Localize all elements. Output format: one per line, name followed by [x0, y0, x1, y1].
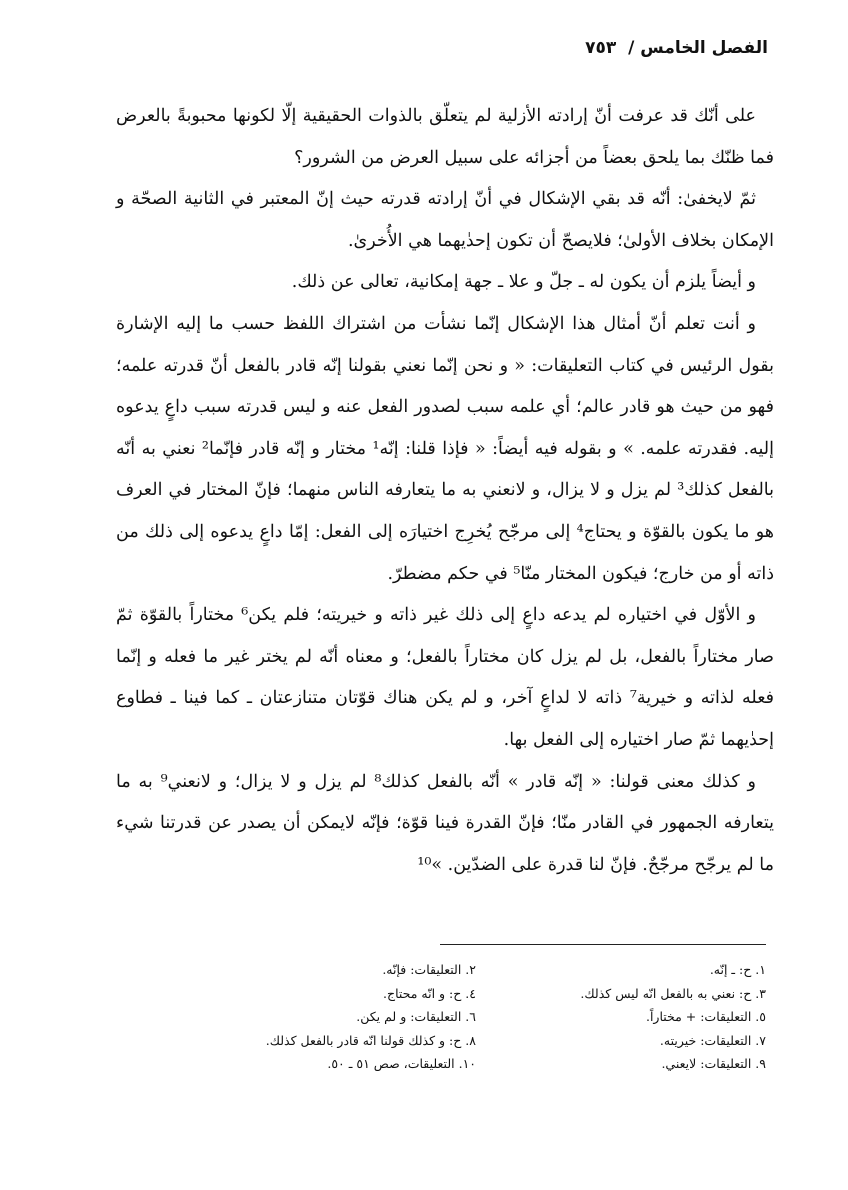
footnote: ٢. التعليقات: فإنّه.	[382, 962, 476, 977]
paragraph: و أنت تعلم أنّ أمثال هذا الإشكال إنّما نشأت من اشتراك اللفظ حسب ما إليه الإشارة بقول الرئيس في كتاب التعليقات: « و نحن إنّما نعني بقولنا إنّه قادر بالفعل أنّ قدرته علمه؛ فهو من حيث هو قادر عالم؛ أي علمه سبب لصدور الفعل عنه و ليس قدرته سبب داعٍ يدعوه إليه. فقدرته علمه. » و بقوله فيه أيضاً: « فإذا قلنا: إنّه¹ مختار و إنّه قادر فإنّما² نعني به أنّه بالفعل كذلك³ لم يزل و لا يزال، و لانعني به ما يتعارفه الناس منهما؛ فإنّ المختار في العرف هو ما يكون بالقوّة و يحتاج⁴ إلى مرجّح يُخرِج اختيارَه إلى الفعل: إمّا داعٍ يدعوه إلى ذلك من ذاته أو من خارج؛ فيكون المختار منّا⁵ في حكم مضطرّ.	[116, 313, 774, 584]
paragraph: و كذلك معنى قولنا: « إنّه قادر » أنّه بالفعل كذلك⁸ لم يزل و لا يزال؛ و لانعني⁹ به ما يتعارفه الجمهور في القادر منّا؛ فإنّ القدرة فينا قوّة؛ فإنّه لايمكن أن يصدر عن قدرتنا شيء ما لم يرجّح مرجّحٌ. فإنّ لنا قدرة على الضدّين. »¹⁰	[116, 771, 774, 875]
footnote-separator	[440, 944, 766, 945]
chapter-title: الفصل الخامس /	[628, 38, 768, 58]
footnotes	[196, 958, 766, 1076]
footnote: ٥. التعليقات: + مختاراً.	[645, 1009, 766, 1024]
footnote: ٣. ح: نعني به بالفعل انّه ليس كذلك.	[580, 985, 766, 1001]
footnote: ١٠. التعليقات، صص ٥١ ـ ٥٠.	[327, 1056, 476, 1071]
footnote: ٤. ح: و انّه محتاج.	[383, 985, 476, 1001]
paragraph: ثمّ لايخفىٰ: أنّه قد بقي الإشكال في أنّ إرادته قدرته حيث إنّ المعتبر في الثانية الصحّة و الإمكان بخلاف الأولىٰ؛ فلايصحّ أن تكون إحدٰيهما هي الأُخرىٰ.	[116, 189, 774, 251]
footnote: ٨. ح: و كذلك قولنا انّه قادر بالفعل كذلك.	[265, 1032, 476, 1048]
paragraph: على أنّك قد عرفت أنّ إرادته الأزلية لم يتعلّق بالذوات الحقيقية إلّا لكونها محبوبةً بالعرض فما ظنّك بما يلحق بعضاً من أجزائه على سبيل العرض من الشرور؟	[116, 106, 774, 168]
footnote: ١. ح: ـ إنّه.	[709, 962, 766, 977]
paragraph: و أيضاً يلزم أن يكون له ـ جلّ و علا ـ جهة إمكانية، تعالى عن ذلك.	[291, 272, 756, 293]
paragraph: و الأوّل في اختياره لم يدعه داعٍ إلى ذلك غير ذاته و خيريته؛ فلم يكن⁶ مختاراً بالقوّة ثمّ صار مختاراً بالفعل، بل لم يزل كان مختاراً بالفعل؛ و معناه أنّه لم يختر غير ما فعله و إنّما فعله لذاته و خيرية⁷ ذاته لا لداعٍ آخر، و لم يكن هناك قوّتان متنازعتان ـ كما فينا ـ فطاوع إحدٰيهما ثمّ صار اختياره إلى الفعل بها.	[116, 605, 775, 750]
body-text	[116, 96, 774, 886]
footnote: ٧. التعليقات: خيريته.	[659, 1032, 766, 1048]
page-number: ٧٥٣	[585, 38, 617, 58]
running-header	[585, 38, 768, 58]
footnote: ٦. التعليقات: و لم يكن.	[356, 1009, 476, 1024]
footnote: ٩. التعليقات: لايعني.	[661, 1056, 766, 1071]
